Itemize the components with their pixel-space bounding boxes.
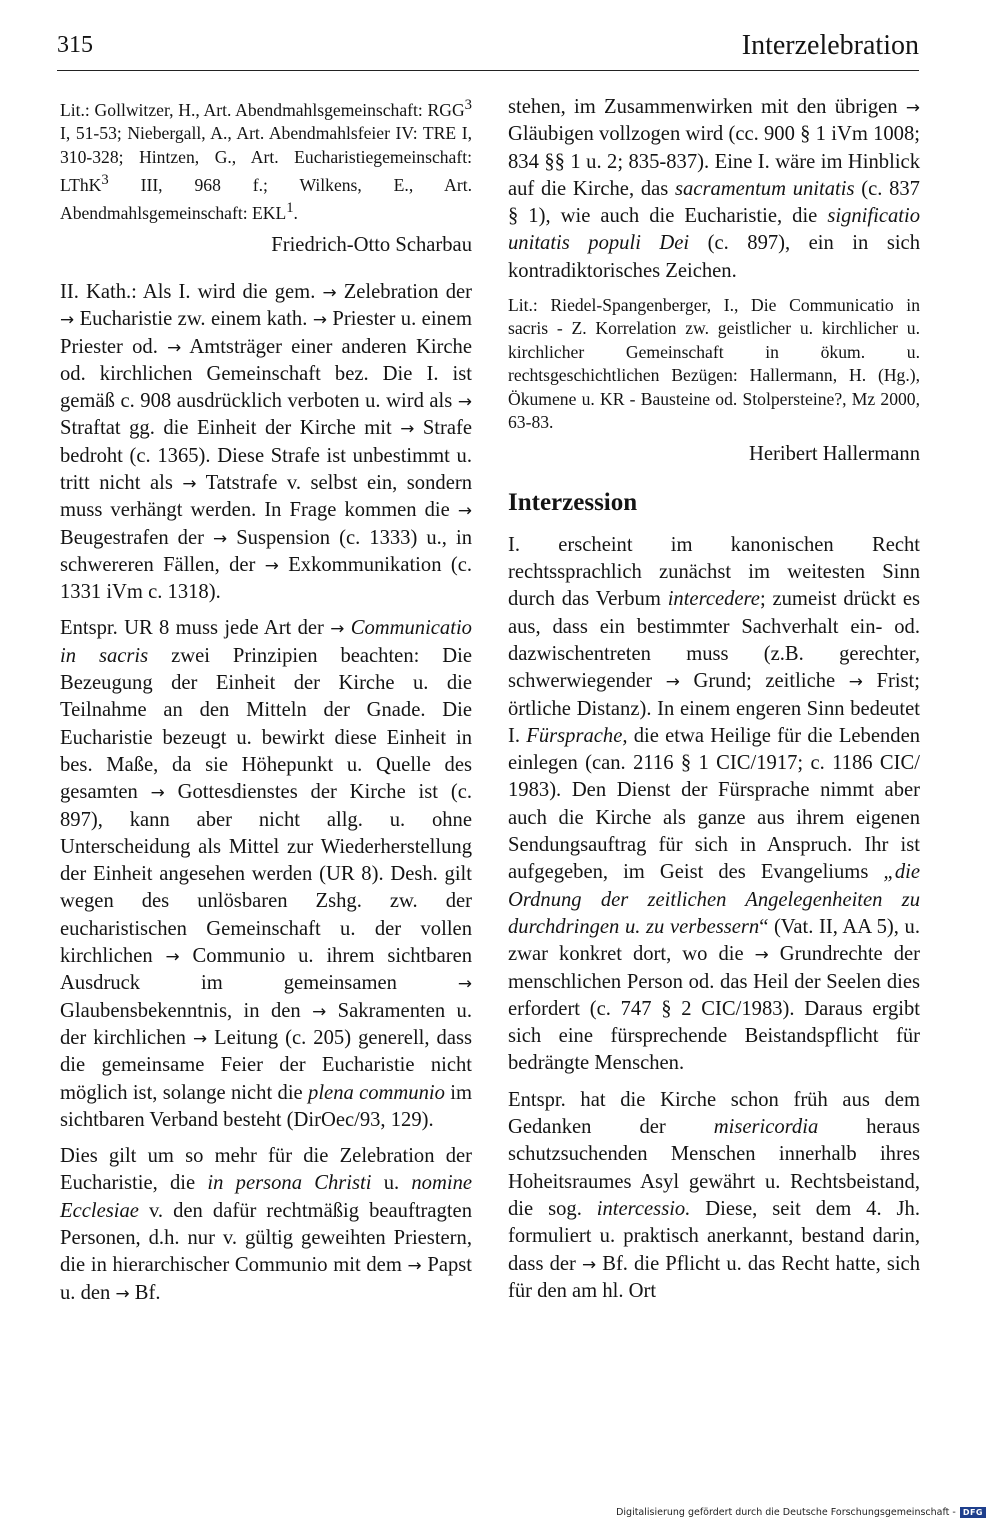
literature-reference: Lit.: Gollwitzer, H., Art. Abendmahlsgemeinschaft: RGG$^3$ I, 51-53; Niebergall, A., Art. Abendmahlsfeier IV: TRE I, 310-328; Hintzen, G., Art. Eucharistiegemeinschaft: LThK$^3$ III, 968 f.; Wilkens, E., Art. Abendmahlsgemeinschaft: EKL$^1$. (60, 97, 472, 224)
literature-reference: Lit.: Riedel-Spangenberger, I., Die Communicatio in sacris - Z. Korrelation zw. geistlicher u. kirchlicher u. kirchlicher Gemeinschaft in ökum. u. rechtsgeschichtlichen Bezügen: Hallermann, H. (Hg.), Ökumene u. KR - Bausteine od. Stolpersteine?, Mz 2000, 63-83. (508, 295, 920, 433)
page-header (57, 26, 919, 71)
left-column (60, 94, 472, 1316)
section-heading: Interzession (508, 488, 638, 516)
body-paragraph: Entspr. hat die Kirche schon früh aus dem Gedanken der misericordia heraus schutzsuchenden Menschen innerhalb ihres Hoheitsraumes Asyl gewährt u. Rechtsbeistand, die sog. intercessio. Diese, seit dem 4. Jh. formuliert u. praktisch anerkannt, bestand darin, dass der → Bf. die Pflicht u. das Recht hatte, sich für den am hl. Ort (508, 1088, 920, 1302)
footer-credit: Digitalisierung gefördert durch die Deutsche Forschungsgemeinschaft - (616, 1506, 956, 1518)
body-paragraph: I. erscheint im kanonischen Recht rechtssprachlich zunächst im weitesten Sinn durch das Verbum intercedere; zumeist drückt es aus, dass ein bestimmter Sachverhalt ein- od. dazwischentreten muss (z.B. gerechter, schwerwiegender → Grund; zeitliche → Frist; örtliche Distanz). In einem engeren Sinn bedeutet I. Fürsprache, die etwa Heilige für die Lebenden einlegen (can. 2116 § 1 CIC/1917; c. 1186 CIC/ 1983). Den Dienst der Fürsprache nimmt aber auch die Kirche als ganze aus ihrem eigenen Sendungsauftrag für sich in Anspruch. Ihr ist aufgegeben, im Geist des Evangeliums „die Ordnung der zeitlichen Angelegenheiten zu durchdringen u. zu verbessern“ (Vat. II, AA 5), u. zwar konkret dort, wo die → Grundrechte der menschlichen Person od. das Heil der Seelen dies erfordert (c. 747 § 2 CIC/1983). Daraus ergibt sich eine fürsprechende Beistandspflicht für bedrängte Menschen. (508, 533, 921, 1075)
body-paragraph: Dies gilt um so mehr für die Zelebration der Eucharistie, die in persona Christi u. nomine Ecclesiae v. den dafür rechtmäßig beauftragten Personen, d.h. nur v. gültig geweihten Priestern, die in hierarchischer Communio mit dem → Papst u. den → Bf. (60, 1145, 473, 1304)
page-number: 315 (57, 32, 93, 58)
right-column (508, 94, 920, 1314)
running-title: Interzelebration (741, 30, 919, 61)
body-paragraph: Entspr. UR 8 muss jede Art der → Communicatio in sacris zwei Prinzipien beachten: Die Bezeugung der Einheit der Kirche u. die Teilnahme an den Mitteln der Gnade. Die Eucharistie bezeugt u. bewirkt diese Einheit in bes. Maße, da sie Höhepunkt u. Quelle des gesamten → Gottesdienstes der Kirche ist (c. 897), kann aber nicht allg. u. ohne Unterscheidung als Mittel zur Wiederherstellung der Einheit angesehen werden (UR 8). Desh. gilt wegen des unlösbaren Zshg. zw. der eucharistischen Gemeinschaft u. der vollen kirchlichen → Communio u. ihrem sichtbaren Ausdruck im gemeinsamen → Glaubensbekenntnis, in den → Sakramenten u. der kirchlichen → Leitung (c. 205) generell, dass die gemeinsame Feier der Eucharistie nicht möglich ist, solange nicht die plena communio im sichtbaren Verband besteht (DirOec/93, 129). (60, 617, 473, 1131)
body-paragraph: stehen, im Zusammenwirken mit den übrigen → Gläubigen vollzogen wird (cc. 900 § 1 iVm 1008; 834 §§ 1 u. 2; 835-837). Eine I. wäre im Hinblick auf die Kirche, das sacramentum unitatis (c. 837 § 1), wie auch die Eucharistie, die significatio unitatis populi Dei (c. 897), ein in sich kontradiktorisches Zeichen. (508, 96, 920, 282)
footer (616, 1505, 986, 1519)
author-signature: Friedrich-Otto Scharbau (271, 233, 472, 256)
dfg-logo: DFG (960, 1507, 986, 1518)
body-paragraph: II. Kath.: Als I. wird die gem. → Zelebration der → Eucharistie zw. einem kath. → Priester u. einem Priester od. → Amtsträger einer anderen Kirche od. kirchlichen Gemeinschaft bez. Die I. ist gemäß c. 908 ausdrücklich verboten u. wird als → Straftat gg. die Einheit der Kirche mit → Strafe bedroht (c. 1365). Diese Strafe ist unbestimmt u. tritt nicht als → Tatstrafe v. selbst ein, sondern muss verhängt werden. In Frage kommen die → Beugestrafen der → Suspension (c. 1333) u., in schwereren Fällen, der → Exkommunikation (c. 1331 iVm c. 1318). (60, 280, 473, 604)
author-signature: Heribert Hallermann (749, 442, 920, 465)
